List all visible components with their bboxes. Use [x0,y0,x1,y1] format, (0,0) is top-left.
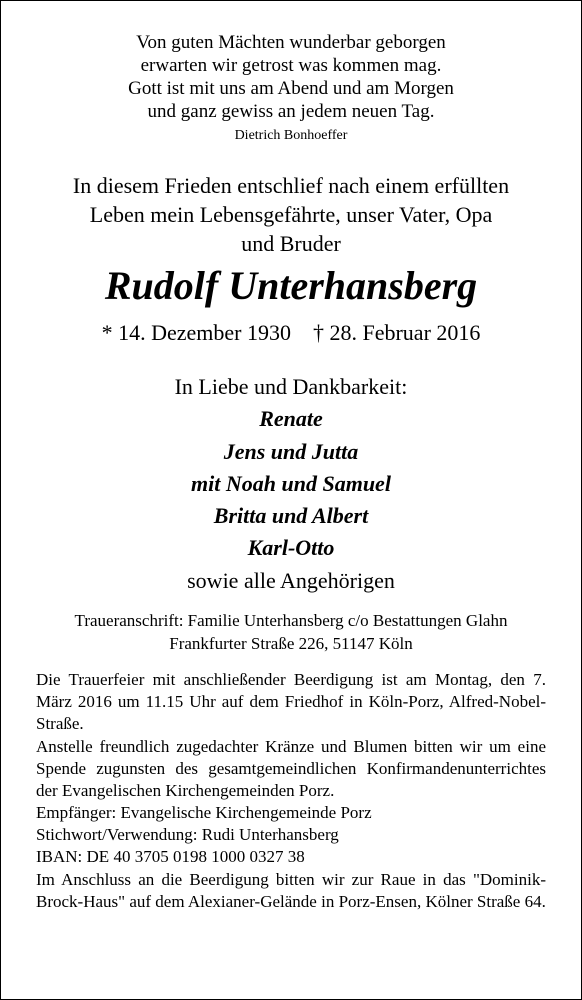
mourner-name: Britta und Albert [213,503,369,529]
mourner-name: Renate [259,406,323,432]
intro-line: In diesem Frieden entschlief nach einem erfüllten [72,173,510,198]
address-line: Traueranschrift: Familie Unterhansberg c/o Bestattungen Glahn [74,611,508,630]
reception-info: Im Anschluss an die Beerdigung bitten wir zur Raue in das "Dominik-Brock-Haus" auf dem Alexianer-Gelände in Porz-Ensen, Kölner Straße 64. [36,870,546,911]
mourner-name: Jens und Jutta [223,438,359,464]
deceased-name: Rudolf Unterhansberg [104,263,478,308]
mourners-closing: sowie alle Angehörigen [187,567,395,593]
donation-request: Anstelle freundlich zugedachter Kränze und Blumen bitten wir um eine Spende zugunsten des gesamtgemeindlichen Konfirmandenunterrichtes der Evangelischen Kirchengemeinden Porz. [36,737,546,800]
poem-line: erwarten wir getrost was kommen mag. [140,55,442,76]
mourners-block [1,371,581,597]
death-date: † 28. Februar 2016 [312,320,481,345]
mourning-address [1,609,581,655]
poem-line: und ganz gewiss an jedem neuen Tag. [147,101,435,122]
poem-line: Gott ist mit uns am Abend und am Morgen [128,78,454,99]
donation-recipient: Empfänger: Evangelische Kirchengemeinde Porz [36,803,372,822]
service-details [36,669,546,913]
life-dates [1,318,581,347]
intro-line: und Bruder [241,231,341,256]
address-line: Frankfurter Straße 226, 51147 Köln [169,634,413,653]
poem-line: Von guten Mächten wunderbar geborgen [136,32,446,53]
intro-line: Leben mein Lebensgefährte, unser Vater, Opa [89,202,493,227]
mourners-heading: In Liebe und Dankbarkeit: [174,374,408,399]
donation-reference: Stichwort/Verwendung: Rudi Unterhansberg [36,825,339,844]
funeral-info: Die Trauerfeier mit anschließender Beerdigung ist am Montag, den 7. März 2016 um 11.15 Uhr auf dem Friedhof in Köln-Porz, Alfred-Nobel-Straße. [36,670,546,733]
poem-author: Dietrich Bonhoeffer [234,128,348,143]
birth-date: * 14. Dezember 1930 [101,320,291,345]
poem [1,31,581,123]
donation-iban: IBAN: DE 40 3705 0198 1000 0327 38 [36,847,305,866]
mourner-name: mit Noah und Samuel [191,470,391,496]
intro-text [1,171,581,258]
mourner-name: Karl-Otto [247,535,335,561]
